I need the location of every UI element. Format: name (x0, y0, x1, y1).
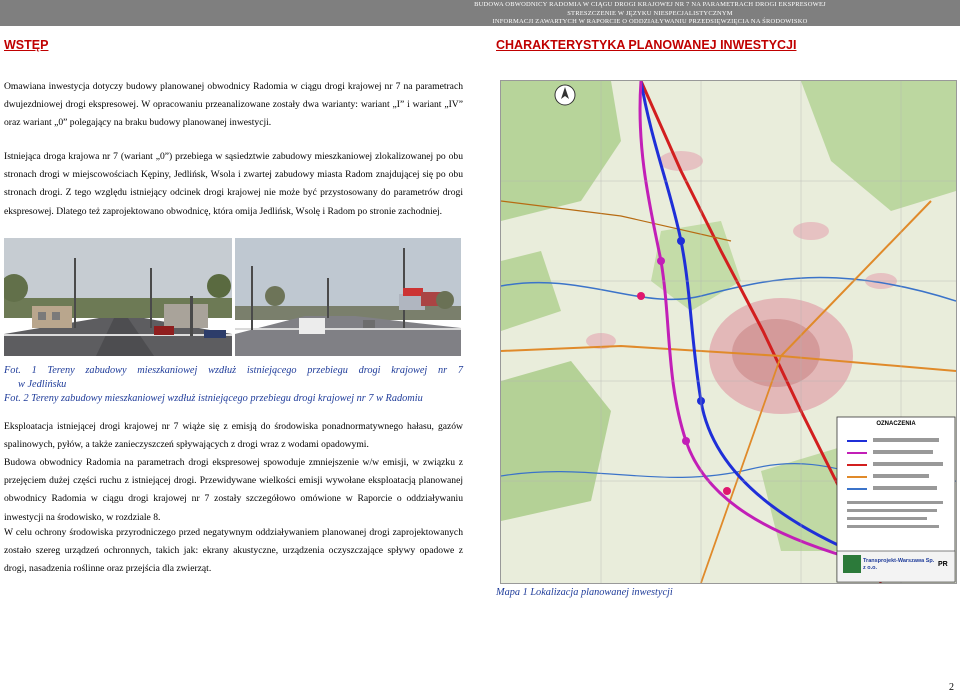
caption-photo-1: Fot. 1 Tereny zabudowy mieszkaniowej wzdłuż istniejącego przebiegu drogi krajowej nr 7 (4, 365, 463, 376)
photo-jedlinsk (4, 238, 232, 356)
map-legend-title: OZNACZENIA (876, 421, 916, 427)
map-location (500, 80, 957, 584)
paragraph-existing-road: Istniejąca droga krajowa nr 7 (wariant „0”) przebiega w sąsiedztwie zabudowy mieszkaniowej zlokalizowanej po obu stronach drogi w miejscowościach Kępiny, Jedlińsk, Wsola i zwartej zabudowy miasta Radom znajdującej się po obu stronach drogi. Z tego względu istniejący odcinek drogi krajowej nie może być przystosowany do parametrów drogi ekspresowej. Dlatego też zaprojektowano obwodnicę, która omija Jedlińsk, Wsolę i Radom po stronie zachodniej. (4, 151, 463, 217)
caption-photo-1-cont: w Jedlińsku (18, 379, 67, 390)
paragraph-bypass: Budowa obwodnicy Radomia na parametrach drogi ekspresowej spowoduje zmniejszenie w/w emisji, w związku z przejęciem dużej części ruchu z istniejącej drogi. Przewidywane wielkości emisji wywołane eksploatacją planowanej obwodnicy Radomia w ciągu drogi krajowej nr 7 zostały szczegółowo omówione w Raporcie o oddziaływaniu inwestycji na środowisko, w rozdziale 8. (4, 457, 463, 523)
heading-investment: CHARAKTERYSTYKA PLANOWANEJ INWESTYCJI (496, 38, 797, 52)
heading-intro: WSTĘP (4, 38, 49, 52)
map-logo-text: Transprojekt-Warszawa Sp. z o.o. (863, 558, 935, 571)
page-number: 2 (949, 682, 954, 693)
caption-map: Mapa 1 Lokalizacja planowanej inwestycji (496, 587, 673, 598)
header-line-2: STRESZCZENIE W JĘZYKU NIESPECJALISTYCZNYM (567, 10, 733, 17)
document-header (0, 0, 960, 26)
header-line-1: BUDOWA OBWODNICY RADOMIA W CIĄGU DROGI KRAJOWEJ NR 7 NA PARAMETRACH DROGI EKSPRESOWEJ (474, 1, 826, 8)
header-line-3: INFORMACJI ZAWARTYCH W RAPORCIE O ODDZIAŁYWANIU PRZEDSIĘWZIĘCIA NA ŚRODOWISKO (492, 18, 808, 25)
paragraph-protection: W celu ochrony środowiska przyrodniczego przed negatywnym oddziaływaniem planowanej drogi zaprojektowanych zostało szereg urządzeń ochronnych, takich jak: ekrany akustyczne, urządzenia oczyszczające spływy opadowe z drogi, nasadzenia roślinne oraz przejścia dla zwierząt. (4, 527, 463, 575)
paragraph-emissions: Eksploatacja istniejącej drogi krajowej nr 7 wiąże się z emisją do środowiska ponadnormatywnego hałasu, gazów spalinowych, pyłów, a także zanieczyszczeń spływających z drogi wraz z wodami opadowymi. (4, 421, 463, 451)
map-sheet-code: PR (938, 561, 948, 568)
paragraph-intro: Omawiana inwestycja dotyczy budowy planowanej obwodnicy Radomia w ciągu drogi krajowej nr 7 na parametrach dwujezdniowej drogi ekspresowej. W opracowaniu przeanalizowane zostały dwa warianty: wariant „I” i wariant „IV” oraz wariant „0” polegający na braku budowy planowanej inwestycji. (4, 81, 463, 129)
photo-radom (235, 238, 461, 356)
caption-photo-2: Fot. 2 Tereny zabudowy mieszkaniowej wzdłuż istniejącego przebiegu drogi krajowej nr 7 w Radomiu (4, 393, 423, 404)
